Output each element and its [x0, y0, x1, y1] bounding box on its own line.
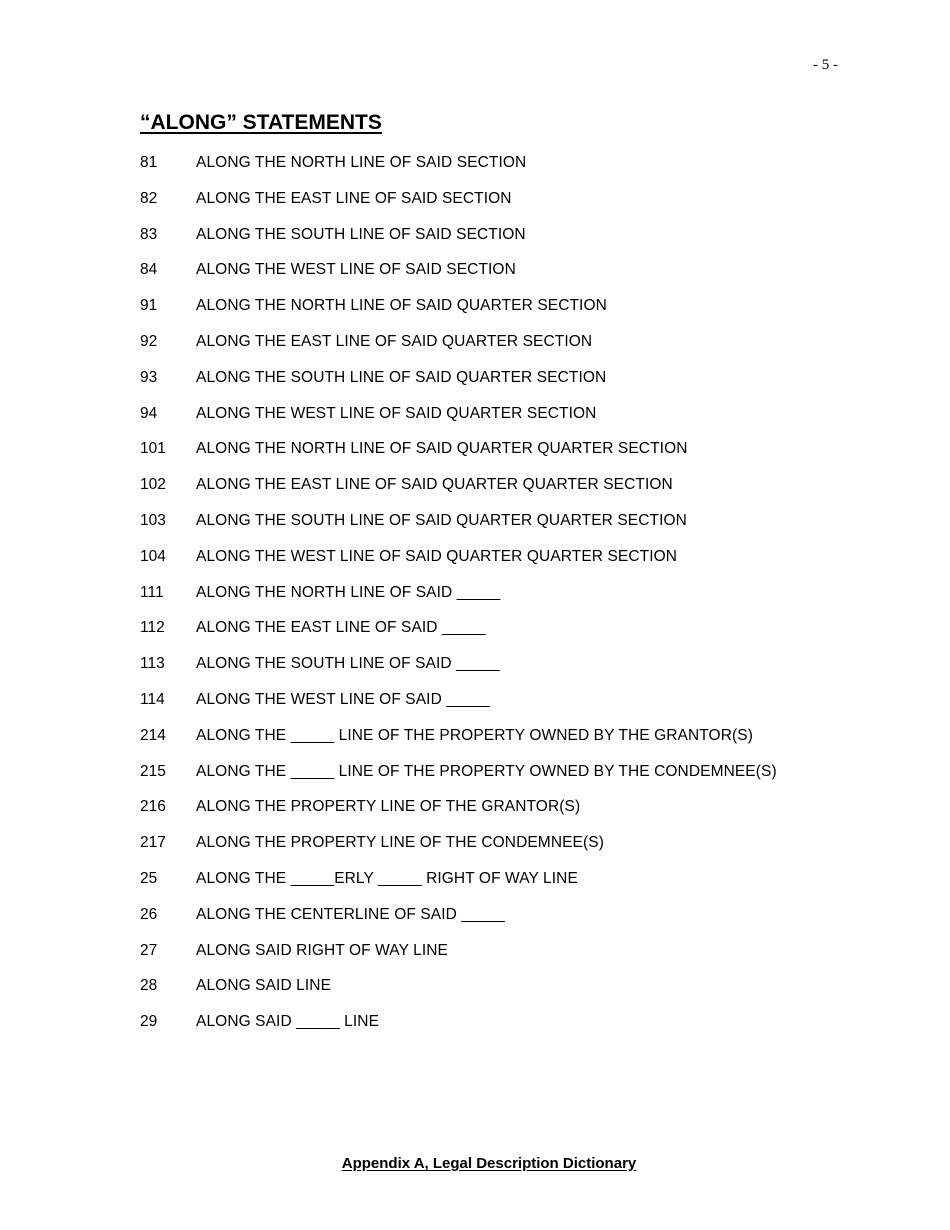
statement-code: 27	[140, 941, 158, 959]
statement-text: ALONG THE WEST LINE OF SAID _____	[196, 690, 490, 708]
list-item	[140, 189, 777, 225]
list-item	[140, 260, 777, 296]
statement-text: ALONG THE NORTH LINE OF SAID QUARTER QUARTER SECTION	[196, 440, 688, 458]
statement-code: 215	[140, 762, 166, 780]
list-item	[140, 654, 777, 690]
statement-code: 217	[140, 834, 166, 852]
statement-text: ALONG THE _____ LINE OF THE PROPERTY OWNED BY THE GRANTOR(S)	[196, 726, 753, 744]
statement-text: ALONG SAID LINE	[196, 977, 332, 995]
statement-code: 104	[140, 547, 166, 565]
footer-title: Appendix A, Legal Description Dictionary	[341, 1155, 637, 1172]
list-item	[140, 1012, 777, 1048]
statement-code: 103	[140, 511, 166, 529]
statement-text: ALONG THE EAST LINE OF SAID QUARTER QUARTER SECTION	[196, 476, 673, 494]
statement-text: ALONG THE SOUTH LINE OF SAID _____	[196, 655, 500, 673]
list-item	[140, 439, 777, 475]
statement-text: ALONG THE WEST LINE OF SAID QUARTER SECTION	[196, 404, 597, 422]
statement-code: 113	[140, 655, 165, 673]
statement-text: ALONG SAID _____ LINE	[196, 1013, 380, 1031]
statement-text: ALONG THE WEST LINE OF SAID QUARTER QUARTER SECTION	[196, 547, 678, 565]
statement-text: ALONG THE NORTH LINE OF SAID QUARTER SECTION	[196, 297, 607, 315]
statement-text: ALONG THE SOUTH LINE OF SAID QUARTER QUARTER SECTION	[196, 511, 687, 529]
list-item	[140, 976, 777, 1012]
list-item	[140, 905, 777, 941]
list-item	[140, 762, 777, 798]
list-item	[140, 869, 777, 905]
list-item	[140, 225, 777, 261]
statement-text: ALONG THE NORTH LINE OF SAID SECTION	[196, 154, 527, 171]
statement-code: 81	[140, 154, 158, 171]
statement-text: ALONG THE EAST LINE OF SAID SECTION	[196, 189, 512, 207]
statement-code: 28	[140, 977, 158, 995]
statement-code: 112	[140, 619, 165, 637]
statement-code: 93	[140, 368, 158, 386]
statement-text: ALONG THE EAST LINE OF SAID QUARTER SECTION	[196, 332, 593, 350]
statement-code: 29	[140, 1013, 158, 1031]
statement-text: ALONG THE _____ LINE OF THE PROPERTY OWNED BY THE CONDEMNEE(S)	[196, 762, 777, 780]
statement-code: 216	[140, 798, 166, 816]
list-item	[140, 797, 777, 833]
list-item	[140, 690, 777, 726]
list-item	[140, 833, 777, 869]
statement-text: ALONG THE NORTH LINE OF SAID _____	[196, 583, 501, 601]
list-item	[140, 475, 777, 511]
statement-text: ALONG THE SOUTH LINE OF SAID SECTION	[196, 225, 526, 243]
list-item	[140, 511, 777, 547]
list-item	[140, 583, 777, 619]
statement-code: 111	[140, 583, 164, 601]
statement-code: 94	[140, 404, 158, 422]
list-item	[140, 941, 777, 977]
statement-text: ALONG THE _____ERLY _____ RIGHT OF WAY LINE	[196, 869, 578, 887]
statement-code: 26	[140, 905, 158, 923]
list-item	[140, 618, 777, 654]
statement-text: ALONG THE EAST LINE OF SAID _____	[196, 619, 486, 637]
statement-code: 214	[140, 726, 166, 744]
list-item	[140, 404, 777, 440]
statement-text: ALONG THE PROPERTY LINE OF THE GRANTOR(S)	[196, 798, 581, 816]
statement-list	[140, 153, 777, 1048]
statement-text: ALONG THE CENTERLINE OF SAID _____	[196, 905, 505, 923]
statement-code: 92	[140, 332, 158, 350]
statement-code: 83	[140, 225, 158, 243]
list-item	[140, 368, 777, 404]
list-item	[140, 153, 777, 189]
statement-code: 84	[140, 261, 158, 279]
statement-code: 25	[140, 869, 158, 887]
list-item	[140, 547, 777, 583]
statement-text: ALONG THE PROPERTY LINE OF THE CONDEMNEE(S)	[196, 834, 604, 852]
statement-text: ALONG THE WEST LINE OF SAID SECTION	[196, 261, 516, 279]
statement-code: 82	[140, 189, 158, 207]
statement-code: 91	[140, 297, 158, 315]
list-item	[140, 332, 777, 368]
page-number: - 5 -	[813, 57, 838, 73]
section-heading: “ALONG” STATEMENTS	[140, 111, 382, 134]
list-item	[140, 296, 777, 332]
statement-text: ALONG THE SOUTH LINE OF SAID QUARTER SECTION	[196, 368, 607, 386]
statement-text: ALONG SAID RIGHT OF WAY LINE	[196, 941, 448, 959]
statement-code: 114	[140, 690, 165, 708]
statement-code: 102	[140, 476, 166, 494]
statement-code: 101	[140, 440, 166, 458]
list-item	[140, 726, 777, 762]
